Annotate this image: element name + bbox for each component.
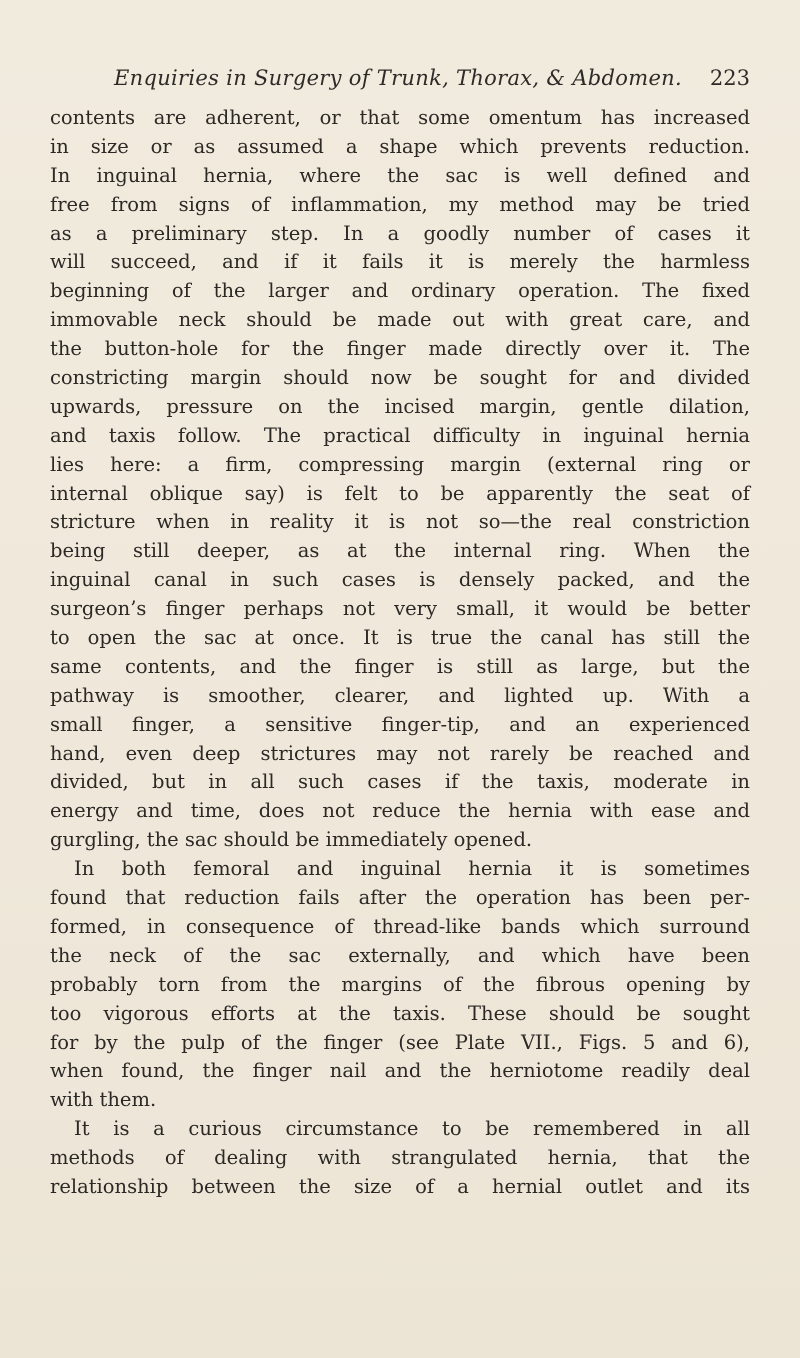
text-line: the neck of the sac externally, and which have been: [50, 943, 750, 967]
paragraph-p1: [50, 104, 750, 855]
text-line: too vigorous efforts at the taxis. These should be sought: [50, 1001, 750, 1025]
text-line: immovable neck should be made out with great care, and: [50, 308, 750, 332]
text-line: when found, the finger nail and the herniotome readily deal: [50, 1059, 750, 1083]
text-line: methods of dealing with strangulated hernia, that the: [50, 1146, 750, 1170]
text-line: as a preliminary step. In a goodly number of cases it: [50, 221, 750, 245]
text-line: with them.: [50, 1088, 157, 1112]
text-line: lies here: a firm, compressing margin (external ring or: [50, 452, 750, 476]
text-line: will succeed, and if it fails it is merely the harmless: [50, 250, 750, 274]
text-line: gurgling, the sac should be immediately opened.: [50, 828, 533, 852]
text-line: probably torn from the margins of the fibrous opening by: [50, 972, 750, 996]
text-line: in size or as assumed a shape which prevents reduction.: [50, 134, 750, 158]
text-line: and taxis follow. The practical difficulty in inguinal hernia: [50, 423, 750, 447]
text-line: inguinal canal in such cases is densely packed, and the: [50, 568, 750, 592]
text-line: constricting margin should now be sought for and divided: [50, 366, 750, 390]
text-line: to open the sac at once. It is true the canal has still the: [50, 626, 750, 650]
text-line: In inguinal hernia, where the sac is well defined and: [50, 163, 750, 187]
text-line: relationship between the size of a hernial outlet and its: [50, 1174, 750, 1198]
text-line: the button-hole for the finger made directly over it. The: [50, 337, 750, 361]
text-line: upwards, pressure on the incised margin, gentle dilation,: [50, 394, 750, 418]
text-line: energy and time, does not reduce the hernia with ease and: [50, 799, 750, 823]
text-line: surgeon’s finger perhaps not very small, it would be better: [50, 597, 750, 621]
text-line: free from signs of inflammation, my method may be tried: [50, 192, 750, 216]
running-title: Enquiries in Surgery of Trunk, Thorax, & Abdomen.: [114, 66, 682, 90]
text-line: contents are adherent, or that some omentum has increased: [50, 106, 750, 129]
body-text: [50, 104, 750, 1202]
text-line: beginning of the larger and ordinary operation. The fixed: [50, 279, 750, 303]
text-line: pathway is smoother, clearer, and lighted up. With a: [50, 683, 750, 707]
text-line: small finger, a sensitive finger-tip, and an experienced: [50, 712, 750, 736]
text-line: found that reduction fails after the operation has been per-: [50, 886, 750, 910]
paragraph-p3: [50, 1115, 750, 1202]
text-line: hand, even deep strictures may not rarely be reached and: [50, 741, 750, 765]
text-line: internal oblique say) is felt to be apparently the seat of: [50, 481, 750, 505]
text-line: divided, but in all such cases if the taxis, moderate in: [50, 770, 750, 794]
text-line: stricture when in reality it is not so—the real constriction: [50, 510, 750, 534]
text-line: same contents, and the finger is still as large, but the: [50, 654, 750, 678]
text-line: In both femoral and inguinal hernia it is sometimes: [74, 857, 750, 881]
text-line: being still deeper, as at the internal ring. When the: [50, 539, 750, 563]
running-head: [50, 66, 750, 102]
paragraph-p2: [50, 855, 750, 1115]
text-line: It is a curious circumstance to be remembered in all: [74, 1117, 750, 1141]
page-number: 223: [709, 66, 750, 90]
text-line: formed, in consequence of thread-like bands which surround: [50, 914, 750, 938]
text-line: for by the pulp of the finger (see Plate VII., Figs. 5 and 6),: [50, 1030, 750, 1054]
